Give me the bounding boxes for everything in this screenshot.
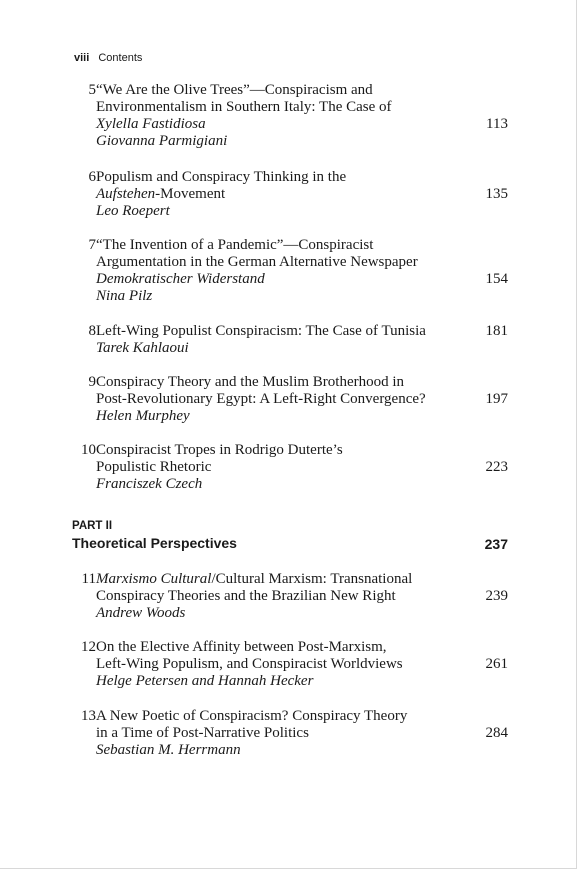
running-head: [74, 52, 142, 64]
chapter-title-line: in a Time of Post-Narrative Politics: [96, 725, 309, 741]
chapter-page-number: 197: [485, 391, 508, 407]
chapter-title-line: [96, 571, 466, 588]
chapter-title-roman: /Cultural Marxism: Transnational: [211, 571, 413, 587]
toc-entry-13[interactable]: [72, 708, 508, 759]
chapter-page-number: 239: [485, 588, 508, 604]
chapter-author: Sebastian M. Herrmann: [96, 742, 241, 758]
chapter-number: 13: [81, 708, 96, 724]
chapter-title-line: Left-Wing Populism, and Conspiracist Worldviews: [96, 656, 403, 672]
toc-entry-7[interactable]: [72, 237, 508, 305]
chapter-page-number: 284: [485, 725, 508, 741]
chapter-title-line: “The Invention of a Pandemic”—Conspiracist: [96, 237, 374, 253]
chapter-author: Giovanna Parmigiani: [96, 133, 228, 149]
toc-entry-12[interactable]: [72, 639, 508, 690]
chapter-title-line: Xylella Fastidiosa: [96, 116, 206, 132]
chapter-page-number: 154: [485, 271, 508, 287]
chapter-title-line: Populistic Rhetoric: [96, 459, 212, 475]
chapter-title-line: Populism and Conspiracy Thinking in the: [96, 169, 347, 185]
part-label: PART II: [72, 520, 113, 532]
chapter-number: 6: [88, 169, 96, 185]
chapter-title-line: Left-Wing Populist Conspiracism: The Case of Tunisia: [96, 323, 426, 339]
part-page-number: 237: [484, 536, 508, 552]
toc-entry-10[interactable]: [72, 442, 508, 493]
chapter-author: Helen Murphey: [96, 408, 190, 424]
chapter-author: Andrew Woods: [96, 605, 186, 621]
chapter-title-line: A New Poetic of Conspiracism? Conspiracy Theory: [96, 708, 408, 724]
chapter-page-number: 135: [485, 186, 508, 202]
running-head-title: Contents: [98, 52, 143, 64]
chapter-title-line: Demokratischer Widerstand: [96, 271, 265, 287]
chapter-author: Leo Roepert: [96, 203, 170, 219]
chapter-title-line: Environmentalism in Southern Italy: The Case of: [96, 99, 392, 115]
chapter-number: 11: [81, 571, 96, 587]
chapter-number: 9: [88, 374, 96, 390]
chapter-number: 10: [81, 442, 96, 458]
chapter-page-number: 113: [486, 116, 508, 132]
toc-entry-5[interactable]: [72, 82, 508, 150]
toc-entry-11[interactable]: [72, 571, 508, 622]
chapter-page-number: 223: [485, 459, 508, 475]
chapter-title-roman: Movement: [160, 186, 226, 202]
chapter-title-line: On the Elective Affinity between Post-Marxism,: [96, 639, 387, 655]
chapter-number: 8: [88, 323, 96, 339]
chapter-number: 7: [88, 237, 96, 253]
part-heading[interactable]: [72, 520, 508, 551]
chapter-title-line: Post-Revolutionary Egypt: A Left-Right Convergence?: [96, 391, 426, 407]
chapter-title-line: “We Are the Olive Trees”—Conspiracism and: [96, 82, 373, 98]
chapter-title-line: [96, 186, 466, 203]
chapter-number: 5: [88, 82, 96, 98]
chapter-title-italic: Aufstehen-: [96, 186, 161, 202]
toc-entry-9[interactable]: [72, 374, 508, 425]
chapter-author: Tarek Kahlaoui: [96, 340, 189, 356]
chapter-page-number: 261: [485, 656, 508, 672]
part-title: Theoretical Perspectives: [72, 535, 237, 551]
chapter-author: Helge Petersen and Hannah Hecker: [96, 673, 314, 689]
chapter-title-line: Conspiracy Theory and the Muslim Brotherhood in: [96, 374, 405, 390]
chapter-title-italic: Marxismo Cultural: [96, 571, 212, 587]
toc-entry-6[interactable]: [72, 169, 508, 220]
chapter-title-line: Conspiracy Theories and the Brazilian New Right: [96, 588, 396, 604]
chapter-author: Nina Pilz: [96, 288, 153, 304]
chapter-title-line: Conspiracist Tropes in Rodrigo Duterte’s: [96, 442, 343, 458]
page-number: viii: [74, 52, 90, 64]
chapter-page-number: 181: [485, 323, 508, 339]
chapter-title-line: Argumentation in the German Alternative Newspaper: [96, 254, 418, 270]
chapter-number: 12: [81, 639, 96, 655]
toc-entry-8[interactable]: [72, 323, 508, 357]
chapter-author: Franciszek Czech: [96, 476, 203, 492]
